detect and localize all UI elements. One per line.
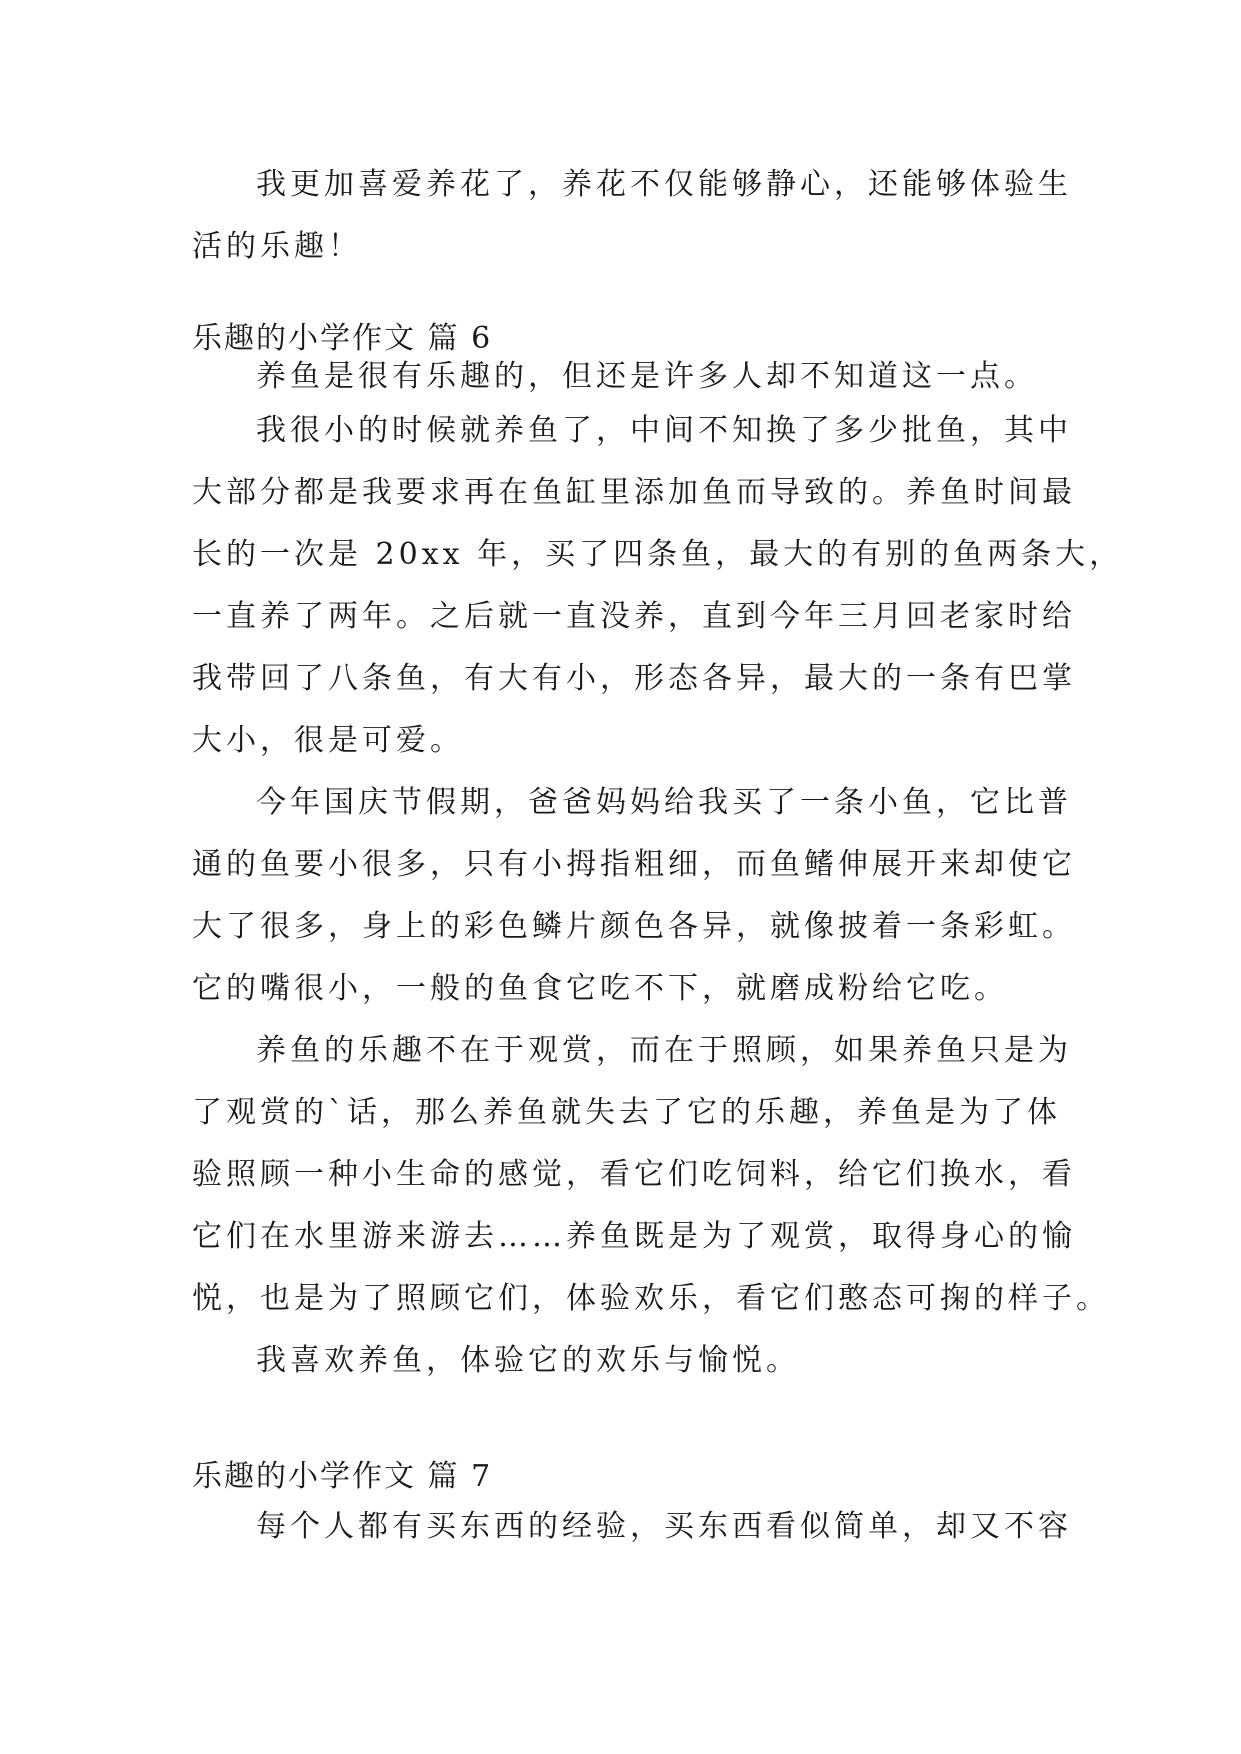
paragraph — [192, 1496, 1072, 1558]
paragraph-line: 它们在水里游来游去……养鱼既是为了观赏，取得身心的愉 — [192, 1219, 1076, 1254]
paragraph — [192, 346, 1060, 408]
paragraph-line: 活的乐趣！ — [192, 229, 362, 264]
paragraph-line: 大小，很是可爱。 — [192, 723, 464, 758]
paragraph-line: 验照顾一种小生命的感觉，看它们吃饲料，给它们换水，看 — [192, 1157, 1076, 1192]
paragraph-line: 我喜欢养鱼，体验它的欢乐与愉悦。 — [256, 1343, 800, 1378]
paragraph — [192, 772, 1076, 1020]
paragraph-line: 每个人都有买东西的经验，买东西看似简单，却又不容 — [256, 1509, 1072, 1544]
paragraph-line: 悦，也是为了照顾它们，体验欢乐，看它们憨态可掬的样子。 — [192, 1281, 1110, 1316]
paragraph-line: 养鱼的乐趣不在于观赏，而在于照顾，如果养鱼只是为 — [256, 1033, 1072, 1068]
paragraph-line: 通的鱼要小很多，只有小拇指粗细，而鱼鳍伸展开来却使它 — [192, 847, 1076, 882]
paragraph — [192, 400, 1124, 772]
paragraph-line: 我很小的时候就养鱼了，中间不知换了多少批鱼，其中 — [256, 413, 1072, 448]
paragraph-line: 长的一次是 20xx 年，买了四条鱼，最大的有别的鱼两条大， — [192, 537, 1124, 572]
section-heading-text: 乐趣的小学作文 篇 6 — [192, 321, 493, 356]
paragraph-line: 大了很多，身上的彩色鳞片颜色各异，就像披着一条彩虹。 — [192, 909, 1076, 944]
section-heading-text: 乐趣的小学作文 篇 7 — [192, 1459, 493, 1494]
paragraph-line: 它的嘴很小，一般的鱼食它吃不下，就磨成粉给它吃。 — [192, 971, 1008, 1006]
paragraph — [192, 1020, 1110, 1330]
paragraph-line: 我带回了八条鱼，有大有小，形态各异，最大的一条有巴掌 — [192, 661, 1076, 696]
paragraph-line: 大部分都是我要求再在鱼缸里添加鱼而导致的。养鱼时间最 — [192, 475, 1076, 510]
paragraph-line: 一直养了两年。之后就一直没养，直到今年三月回老家时给 — [192, 599, 1076, 634]
paragraph-line: 今年国庆节假期，爸爸妈妈给我买了一条小鱼，它比普 — [256, 785, 1072, 820]
paragraph-line: 我更加喜爱养花了，养花不仅能够静心，还能够体验生 — [256, 167, 1072, 202]
paragraph-line: 养鱼是很有乐趣的，但还是许多人却不知道这一点。 — [256, 359, 1038, 394]
paragraph — [192, 154, 1072, 278]
paragraph — [192, 1330, 1060, 1392]
paragraph-line: 了观赏的`话，那么养鱼就失去了它的乐趣，养鱼是为了体 — [192, 1095, 1061, 1130]
